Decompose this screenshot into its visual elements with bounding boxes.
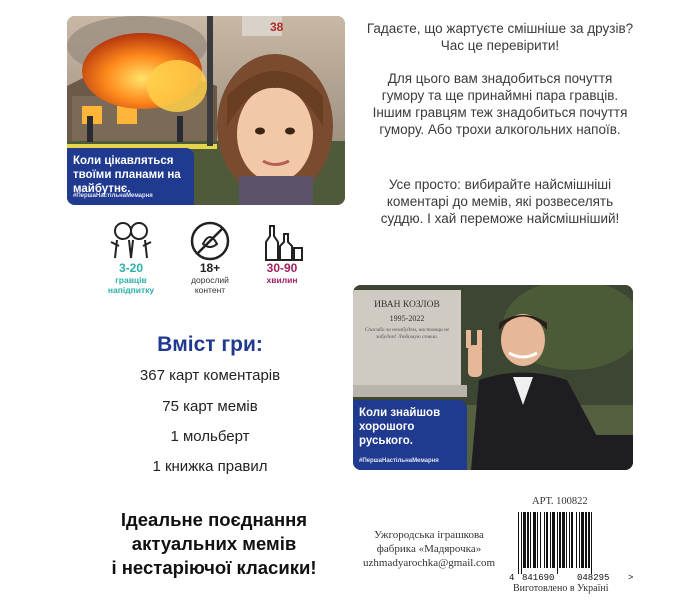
tomb-years: 1995-2022 [389,314,425,323]
stat-adult-value: 18+ [199,261,221,275]
barcode-bar [588,512,590,568]
meme-caption-box [353,400,467,470]
barcode-bar [581,512,584,568]
intro-paragraph-3: Усе просто: вибирайте найсмішніші коментарі до мемів, які розвеселять суддю. І хай переможе найсмішніший! [380,177,620,226]
barcode-bar [557,512,558,574]
slogan-line-2: актуальних мемів [131,533,297,554]
tomb-name: ИВАН КОЗЛОВ [374,300,440,310]
meme-hashtag: #ПершаНастільнаМемарня [73,193,153,199]
barcode-end-mark: > [628,573,634,582]
tomb-epitaph: Спасибо за незабудем, настоящи не забудем! Любимую семью. [364,327,450,340]
adult-icon [189,220,231,262]
barcode-group-1: 841690 [522,573,555,582]
stat-players-value: 3-20 [118,261,144,275]
meme-hashtag: #ПершаНастільнаМемарня [359,458,439,464]
contents-item: 1 мольберт [170,428,250,445]
meme-card-tombstone [353,285,633,470]
meme-caption-box [67,148,194,205]
barcode [508,512,636,582]
players-icon [109,220,153,262]
stat-adult [178,220,242,295]
bottles-icon [260,220,304,262]
meme-caption: Коли цікавляться твоїми планами на майбутнє. [73,155,181,195]
contents-item: 367 карт коментарів [139,367,281,384]
contents-item: 1 книжка правил [152,458,268,475]
barcode-bar [569,512,570,568]
maker-line-2: фабрика «Мадярочка» [376,543,482,555]
barcode-group-2: 048295 [577,573,610,582]
made-in: Виготовлено в Україні [513,583,609,594]
barcode-bar [544,512,545,568]
barcode-digit-first: 4 [509,573,515,582]
barcode-bar [540,512,541,568]
barcode-bar [530,512,531,568]
barcode-bar [523,512,526,568]
barcode-bar [552,512,555,568]
maker-email: uzhmadyarochka@gmail.com [363,557,495,569]
stat-players-label: гравців напідпитку [107,275,155,295]
contents-title: Вміст гри: [157,333,263,356]
slogan-line-1: Ідеальне поєднання [120,509,308,530]
sign-number: 38 [270,20,284,34]
stat-duration-label: хвилин [266,275,298,285]
slogan [78,508,350,580]
barcode-bar [585,512,587,568]
barcode-bar [571,512,573,568]
stat-duration-value: 30-90 [266,261,298,275]
article-number: АРТ. 100822 [532,496,588,507]
stat-duration [252,220,312,285]
barcode-bar [521,512,522,574]
meme-caption: Коли знайшов хорошого руського. [359,407,441,447]
contents-item: 75 карт мемів [162,398,258,415]
barcode-bar [559,512,561,568]
intro-paragraph-2: Для цього вам знадобиться почуття гумору та ще принаймні пара гравців. Іншим гравцям теж знадобиться почуття гумору. Або трохи алкогольних напоїв. [372,71,628,137]
barcode-bar [579,512,580,568]
barcode-bar [550,512,551,568]
stat-adult-label: дорослий контент [191,275,229,295]
intro-paragraph-1: Гадаєте, що жартуєте смішніше за друзів? Час це перевірити! [366,21,634,53]
slogan-line-3: і нестаріючої класики! [111,557,317,578]
barcode-bar [566,512,567,568]
barcode-bar [562,512,565,568]
barcode-bar [527,512,529,568]
barcode-bar [576,512,577,568]
maker-line-1: Ужгородська іграшкова [374,529,484,541]
barcode-bar [518,512,519,574]
barcode-bar [537,512,538,568]
meme-card-burning-house [67,16,345,205]
stat-players [96,220,166,295]
barcode-bar [546,512,548,568]
maker-info [355,528,503,570]
barcode-bar [591,512,592,574]
barcode-bar [533,512,536,568]
